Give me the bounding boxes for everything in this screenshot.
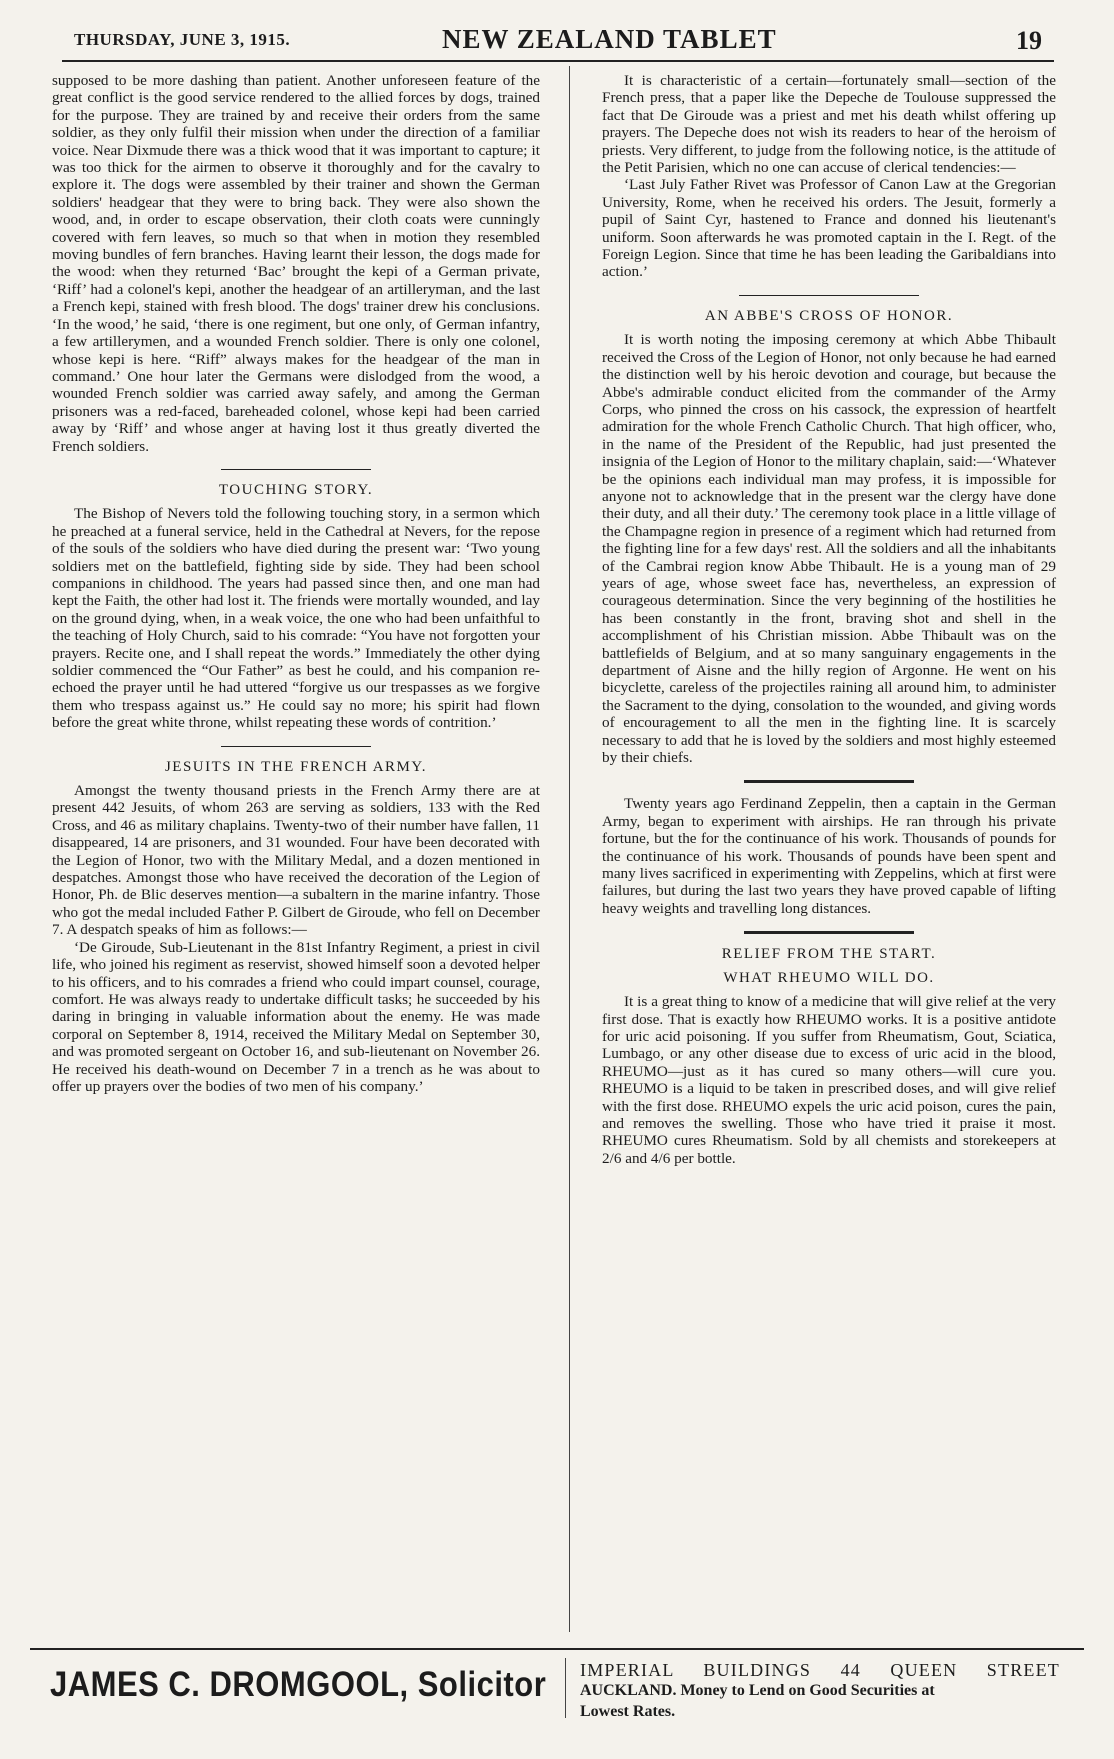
footer-advertisement <box>30 1648 1084 1722</box>
section-rule <box>744 931 914 934</box>
section-rule <box>739 295 919 296</box>
press-paragraph: It is characteristic of a certain—fortunately small—section of the French press, that a paper like the Depeche de Toulouse suppressed the fact that De Giroude was a priest and met his death whilst offering up prayers. The Depeche does not wish its readers to hear of the heroism of priests. Very different, to judge from the following notice, is the attitude of the Petit Parisien, which no one can accuse of clerical tendencies:— <box>602 72 1056 177</box>
section-rule <box>744 780 914 783</box>
dogs-article-paragraph: supposed to be more dashing than patient. Another unforeseen feature of the great conflict is the good service rendered to the allied forces by dogs, trained for the purpose. They are trained by and receive their orders from the same soldier, as they only fulfil their mission when under the direction of a familiar voice. Near Dixmude there was a thick wood that it was important to capture; it was too thick for the airmen to observe it thoroughly and for the cavalry to explore it. The dogs were assembled by their trainer and shown the German soldiers' headgear that they were to bring back. They were also shown the wood, and, in order to escape observation, their cloth coats were cunningly covered with fern leaves, so much so that when in motion they resembled moving bundles of fern branches. Having learnt their lesson, the dogs made for the wood: when they returned ‘Bac’ brought the kepi of a German private, ‘Riff’ had a colonel's kepi, another the headgear of an artilleryman, and the last a French kepi, stained with fresh blood. The dogs' trainer drew his conclusions. ‘In the wood,’ he said, ‘there is one regiment, but one only, of German infantry, a few artillerymen, and a wounded French soldier. There is only one colonel, whose kepi is here. “Riff” always makes for the headgear of the man in command.’ One hour later the Germans were dislodged from the wood, a wounded French soldier was carried away safely, and among the German prisoners was a red-faced, bareheaded colonel, whose kepi had been carried away by ‘Riff’ and whose anger at having lost it thus greatly diverted the French soldiers. <box>52 72 540 455</box>
relief-heading: RELIEF FROM THE START. <box>721 946 937 963</box>
right-column <box>602 72 1056 1167</box>
advertiser-name: JAMES C. DROMGOOL, Solicitor <box>50 1664 547 1705</box>
advertiser-address: IMPERIAL BUILDINGS 44 QUEEN STREET <box>580 1660 1060 1680</box>
publication-title: NEW ZEALAND TABLET <box>442 24 777 54</box>
jesuits-paragraph: ‘De Giroude, Sub-Lieutenant in the 81st Infantry Regiment, a priest in civil life, who joined his regiment as reservist, showed himself soon a devoted helper to his officers, and to his comrades a friend who could impart counsel, courage, comfort. He was always ready to undertake difficult tasks; he succeeded by his daring in bringing in valuable information about the enemy. He was made corporal on September 8, 1914, received the Military Medal on September 30, and was promoted sergeant on October 16, and sub-lieutenant on November 26. He received his death-wound on December 7 in a trench as he was about to offer up prayers over the bodies of two men of his company.’ <box>52 938 540 1095</box>
abbe-heading: AN ABBE'S CROSS OF HONOR. <box>704 307 954 324</box>
press-paragraph: ‘Last July Father Rivet was Professor of Canon Law at the Gregorian University, Rome, when he received his orders. The Jesuit, formerly a pupil of Saint Cyr, hastened to France and donned his lieutenant's uniform. Soon afterwards he was promoted captain in the I. Regt. of the Foreign Legion. Since that time he has been leading the Garibaldians into action.’ <box>602 176 1056 281</box>
footer-separator <box>565 1658 566 1718</box>
column-divider <box>569 66 570 1632</box>
section-rule <box>221 746 371 747</box>
jesuits-heading: JESUITS IN THE FRENCH ARMY. <box>164 758 428 775</box>
advertiser-line-2: AUCKLAND. Money to Lend on Good Securities at <box>580 1682 935 1699</box>
touching-story-heading: TOUCHING STORY. <box>218 481 374 498</box>
touching-story-paragraph: The Bishop of Nevers told the following touching story, in a sermon which he preached at a funeral service, held in the Cathedral at Nevers, for the repose of the souls of the soldiers who have died during the present war: ‘Two young soldiers met on the battlefield, fighting side by side. They had been school companions in childhood. The years had passed since then, and one man had kept the Faith, the other had lost it. The friends were mortally wounded, and lay on the ground dying, when, in a weak voice, the one who had been unfaithful to the teaching of Holy Church, said to his comrade: “You have not forgotten your prayers. Recite one, and I shall repeat the words.” Immediately the other dying soldier commenced the “Our Father” as best he could, and his companion re-echoed the prayer until he had uttered “forgive us our trespasses as we forgive them who trespass against us.” He could say no more; his spirit had flown before the great white throne, whilst repeating these words of contrition.’ <box>52 505 540 732</box>
zeppelin-paragraph: Twenty years ago Ferdinand Zeppelin, then a captain in the German Army, began to experiment with airships. He ran through his private fortune, but the for the continuance of his work. Thousands of pounds for the continuance of his work. Thousands of pounds have been spent and many lives sacrificed in experimenting with Zeppelins, which at first were failures, but during the last two years they have proved capable of lifting heavy weights and travelling long distances. <box>602 795 1056 917</box>
issue-date: THURSDAY, JUNE 3, 1915. <box>74 30 291 49</box>
abbe-paragraph: It is worth noting the imposing ceremony at which Abbe Thibault received the Cross of the Legion of Honor, not only because he had earned the distinction well by his heroic devotion and courage, but because the Abbe's admirable conduct elicited from the commander of the Army Corps, who pinned the cross on his cassock, the expression of heartfelt admiration for the whole French Catholic Church. That high officer, who, in the name of the President of the Republic, had just presented the insignia of the Legion of Honor to the military chaplain, said:—‘Whatever be the opinions each individual man may profess, it is impossible for anyone not to acknowledge that in the present war the clergy have done their duty, and all their duty.’ The ceremony took place in a little village of the Champagne region in presence of a regiment which had returned from the fighting line for a few days' rest. All the soldiers and all the inhabitants of the Cambrai region know Abbe Thibault. He is a young man of 29 years of age, whose sweet face has, nevertheless, an expression of courageous determination. Since the very beginning of the hostilities he has been constantly in the front, braving shot and shell in the accomplishment of his Christian mission. Abbe Thibault was on the battlefields of Belgium, and at so many sanguinary engagements in the department of Aisne and the hilly region of Argonne. He went on his bicyclette, careless of the projectiles raining all around him, to administer the Sacrament to the dying, consolation to the wounded, and giving words of encouragement to all the men in the fighting line. It is scarcely necessary to add that he is loved by the soldiers and most highly esteemed by their chiefs. <box>602 331 1057 767</box>
left-column <box>52 72 540 1095</box>
rheumo-heading: WHAT RHEUMO WILL DO. <box>723 969 935 986</box>
advertiser-line-3: Lowest Rates. <box>580 1703 676 1720</box>
jesuits-paragraph: Amongst the twenty thousand priests in the French Army there are at present 442 Jesuits, of whom 263 are serving as soldiers, 133 with the Red Cross, and 46 as military chaplains. Twenty-two of their number have fallen, 11 disappeared, 14 are prisoners, and 31 wounded. Four have been decorated with the Legion of Honor, two with the Military Medal, and a dozen mentioned in despatches. Amongst those who have received the decoration of the Legion of Honor, Ph. de Blic deserves mention—a subaltern in the marine infantry. Those who got the medal included Father P. Gilbert de Giroude, who fell on December 7. A despatch speaks of him as follows:— <box>52 782 540 939</box>
section-rule <box>221 469 371 470</box>
page-number: 19 <box>1016 26 1042 55</box>
rheumo-paragraph: It is a great thing to know of a medicine that will give relief at the very first dose. That is exactly how RHEUMO works. It is a positive antidote for uric acid poisoning. If you suffer from Rheumatism, Gout, Sciatica, Lumbago, or any other disease due to excess of uric acid in the blood, RHEUMO—just as it has cured so many others—will cure you. RHEUMO is a liquid to be taken in prescribed doses, and will give relief with the first dose. RHEUMO expels the uric acid poison, cures the pain, and removes the swelling. Those who have tried it praise it most. RHEUMO cures Rheumatism. Sold by all chemists and storekeepers at 2/6 and 4/6 per bottle. <box>602 993 1056 1167</box>
masthead <box>62 24 1054 62</box>
